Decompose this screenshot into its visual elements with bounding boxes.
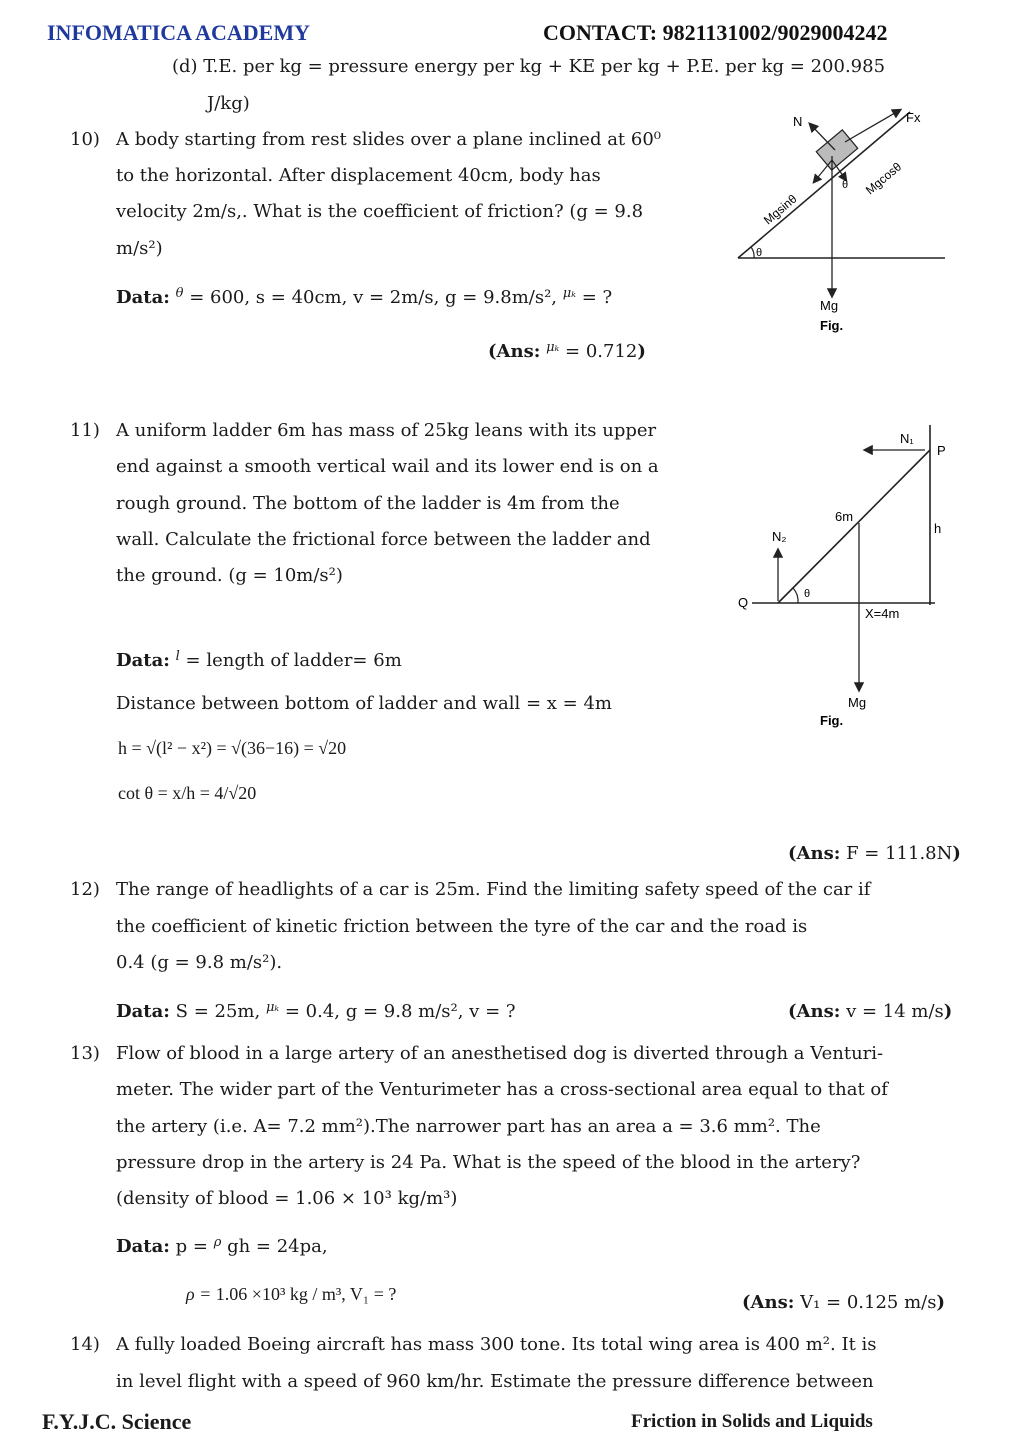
q11-h-equation: h = √(l² − x²) = √(36−16) = √20 — [118, 738, 347, 758]
q11-line: the ground. (g = 10m/s²) — [116, 565, 343, 586]
q10-answer — [488, 341, 646, 365]
q-label: Q — [738, 595, 749, 610]
q13-line: Flow of blood in a large artery of an anesthetised dog is diverted through a Venturi- — [116, 1043, 884, 1064]
q10-line: to the horizontal. After displacement 40cm, body has — [116, 165, 601, 186]
q12-line: 0.4 (g = 9.8 m/s²). — [116, 952, 283, 973]
q12-answer-value: v = 14 m/s — [846, 1001, 944, 1022]
theta-label: θ — [804, 588, 811, 600]
footer-course: F.Y.J.C. Science — [42, 1409, 192, 1434]
q13-rho-value: 1.06 ×10³ kg / m³, V₁ = ? — [215, 1284, 397, 1304]
fig-caption: Fig. — [820, 318, 844, 333]
q11-cot-equation: cot θ = x/h = 4/√20 — [118, 783, 257, 803]
prev-answer-line: (d) T.E. per kg = pressure energy per kg + KE per kg + P.E. per kg = 200.985 — [172, 56, 886, 77]
q11-answer-value: F = 111.8N — [846, 843, 953, 864]
q13-line: (density of blood = 1.06 × 10³ kg/m³) — [116, 1188, 458, 1209]
q13-data-b: gh = 24pa, — [227, 1236, 328, 1257]
block — [816, 130, 857, 170]
q10-data-end: = ? — [581, 287, 613, 308]
header-academy: INFOMATICA ACADEMY — [47, 20, 310, 45]
q12-data-a: S = 25m, — [175, 1001, 261, 1022]
q11-line: A uniform ladder 6m has mass of 25kg leans with its upper — [116, 420, 657, 441]
six-m-label: 6m — [835, 509, 854, 524]
q10-line: m/s²) — [116, 238, 163, 259]
q11-number: 11) — [70, 420, 100, 441]
mu-symbol: μₖ — [562, 286, 576, 301]
q10-data — [116, 287, 612, 311]
q13-line: meter. The wider part of the Venturimeter has a cross-sectional area equal to that of — [116, 1079, 888, 1100]
mu-symbol: μₖ — [265, 1000, 280, 1015]
theta-label: θ — [756, 247, 763, 259]
prev-answer-unit: J/kg) — [207, 93, 250, 114]
inclined-plane-figure — [730, 100, 960, 350]
q11-distance: Distance between bottom of ladder and wall = x = 4m — [116, 693, 613, 714]
mg-label: Mg — [848, 695, 867, 710]
data-label: Data: — [116, 287, 170, 308]
rho-symbol: ρ — [213, 1235, 222, 1250]
data-label: Data: — [116, 650, 170, 671]
q11-data — [116, 650, 402, 674]
mgsin-label: Mgsinθ — [760, 191, 800, 228]
q13-data — [116, 1236, 328, 1260]
answer-label: (Ans: — [788, 843, 841, 864]
n-label: N — [793, 114, 803, 129]
fig-caption: Fig. — [820, 713, 844, 728]
answer-close: ) — [936, 1292, 945, 1313]
footer-chapter: Friction in Solids and Liquids — [631, 1411, 873, 1432]
friction-arrow — [845, 110, 900, 142]
data-label: Data: — [116, 1001, 170, 1022]
answer-label: (Ans: — [742, 1292, 795, 1313]
answer-label: (Ans: — [488, 341, 541, 362]
q11-line: end against a smooth vertical wail and its lower end is on a — [116, 456, 659, 477]
q13-data-a: p = — [175, 1236, 208, 1257]
q12-data-b: = 0.4, g = 9.8 m/s², v = ? — [284, 1001, 516, 1022]
q10-answer-value: = 0.712 — [565, 341, 638, 362]
mgcos-label: Mgcosθ — [862, 159, 905, 198]
p-label: P — [937, 443, 946, 458]
n2-label: N₂ — [772, 529, 787, 544]
q14-line: A fully loaded Boeing aircraft has mass 300 tone. Its total wing area is 400 m². It is — [116, 1334, 877, 1355]
theta-label-2: θ — [842, 179, 849, 191]
q10-data-values: = 600, s = 40cm, v = 2m/s, g = 9.8m/s², — [189, 287, 558, 308]
q13-line: the artery (i.e. A= 7.2 mm²).The narrower part has an area a = 3.6 mm². The — [116, 1116, 821, 1137]
q10-line: velocity 2m/s,. What is the coefficient of friction? (g = 9.8 — [116, 201, 644, 222]
n1-label: N₁ — [900, 431, 914, 446]
q11-data-values: = length of ladder= 6m — [185, 650, 402, 671]
q12-number: 12) — [70, 879, 100, 900]
data-label: Data: — [116, 1236, 170, 1257]
q12-line: The range of headlights of a car is 25m. Find the limiting safety speed of the car if — [116, 879, 871, 900]
q13-line: pressure drop in the artery is 24 Pa. What is the speed of the blood in the artery? — [116, 1152, 861, 1173]
q11-line: rough ground. The bottom of the ladder is 4m from the — [116, 493, 620, 514]
rho-equals: ρ = — [186, 1284, 212, 1304]
answer-close: ) — [952, 843, 961, 864]
q14-number: 14) — [70, 1334, 100, 1355]
q12-answer — [788, 1001, 952, 1023]
l-symbol: l — [175, 649, 180, 664]
q13-answer — [742, 1292, 945, 1314]
ladder-line — [778, 450, 930, 603]
q11-line: wall. Calculate the frictional force between the ladder and — [116, 529, 651, 550]
q11-answer — [788, 843, 961, 865]
q10-line: A body starting from rest slides over a plane inclined at 60⁰ — [116, 129, 662, 150]
q13-answer-value: V₁ = 0.125 m/s — [800, 1292, 937, 1313]
h-label: h — [934, 521, 942, 536]
q12-data — [116, 1001, 516, 1025]
answer-label: (Ans: — [788, 1001, 841, 1022]
q14-line: in level flight with a speed of 960 km/hr. Estimate the pressure difference between — [116, 1371, 874, 1392]
theta-symbol: θ — [175, 286, 184, 301]
answer-close: ) — [943, 1001, 953, 1022]
mu-symbol: μₖ — [546, 340, 560, 355]
header-contact: CONTACT: 9821131002/9029004242 — [543, 20, 888, 45]
q10-number: 10) — [70, 129, 100, 150]
q13-number: 13) — [70, 1043, 100, 1064]
answer-close: ) — [637, 341, 646, 362]
q13-rho-line — [186, 1283, 396, 1305]
ladder-figure — [730, 415, 960, 735]
q12-line: the coefficient of kinetic friction between the tyre of the car and the road is — [116, 916, 808, 937]
x-label: X=4m — [865, 606, 900, 621]
mg-label: Mg — [820, 298, 839, 313]
fx-label: Fx — [906, 110, 921, 125]
